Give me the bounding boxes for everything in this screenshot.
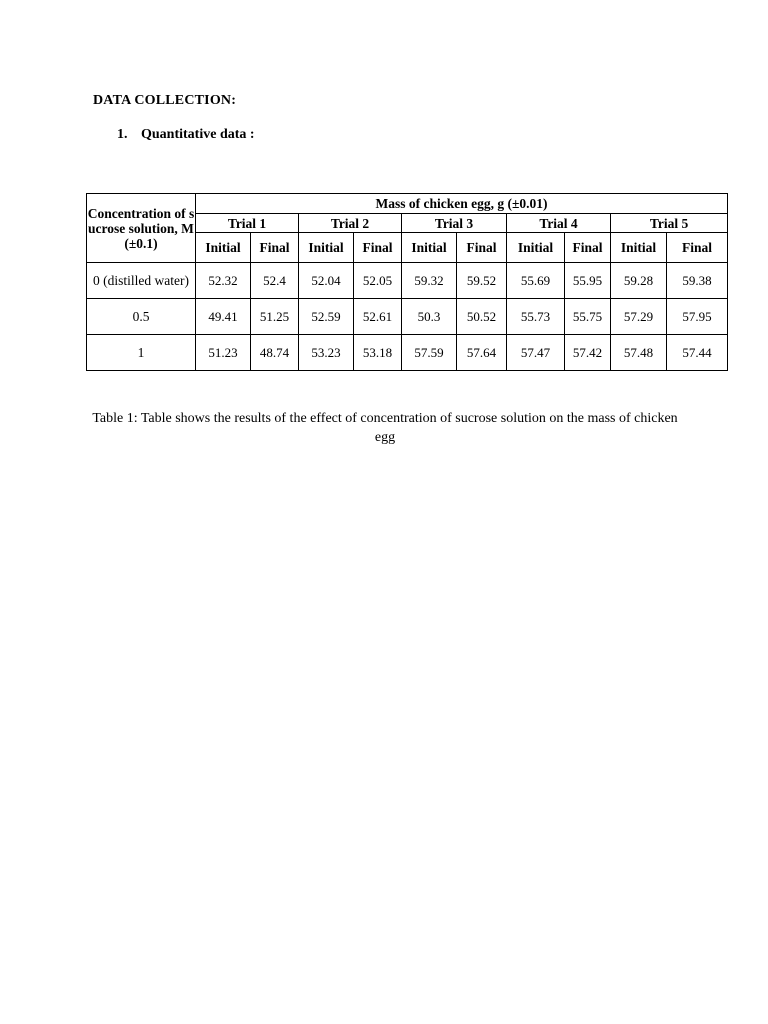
mass-cell: 59.52 (457, 263, 507, 299)
initial-header: Initial (196, 233, 251, 263)
mass-cell: 57.29 (611, 299, 667, 335)
mass-cell: 55.69 (507, 263, 565, 299)
mass-group-header: Mass of chicken egg, g (±0.01) (196, 194, 728, 214)
initial-header: Initial (507, 233, 565, 263)
trial-header: Trial 1 (196, 214, 299, 233)
final-header: Final (251, 233, 299, 263)
mass-cell: 51.25 (251, 299, 299, 335)
trial-header: Trial 5 (611, 214, 728, 233)
section-heading: DATA COLLECTION: (93, 93, 237, 108)
mass-cell: 55.75 (565, 299, 611, 335)
table-caption: Table 1: Table shows the results of the effect of concentration of sucrose solution on the mass of chicken egg (92, 411, 678, 445)
mass-cell: 52.04 (299, 263, 354, 299)
mass-cell: 52.32 (196, 263, 251, 299)
mass-cell: 59.32 (402, 263, 457, 299)
concentration-cell: 1 (87, 335, 196, 371)
mass-cell: 49.41 (196, 299, 251, 335)
mass-cell: 50.52 (457, 299, 507, 335)
mass-cell: 57.59 (402, 335, 457, 371)
mass-cell: 53.18 (354, 335, 402, 371)
trial-header: Trial 4 (507, 214, 611, 233)
mass-cell: 52.59 (299, 299, 354, 335)
mass-cell: 57.42 (565, 335, 611, 371)
table-row (87, 299, 728, 335)
mass-cell: 50.3 (402, 299, 457, 335)
table-row (87, 263, 728, 299)
initial-header: Initial (402, 233, 457, 263)
mass-cell: 55.95 (565, 263, 611, 299)
trial-header: Trial 2 (299, 214, 402, 233)
final-header: Final (457, 233, 507, 263)
subsection-heading (117, 127, 255, 143)
mass-cell: 53.23 (299, 335, 354, 371)
subsection-title: Quantitative data : (141, 127, 255, 142)
table-row (87, 335, 728, 371)
trial-header: Trial 3 (402, 214, 507, 233)
concentration-cell: 0.5 (87, 299, 196, 335)
mass-cell: 57.95 (667, 299, 728, 335)
mass-cell: 51.23 (196, 335, 251, 371)
final-header: Final (667, 233, 728, 263)
initial-header: Initial (299, 233, 354, 263)
mass-cell: 52.4 (251, 263, 299, 299)
mass-cell: 59.38 (667, 263, 728, 299)
mass-cell: 52.05 (354, 263, 402, 299)
final-header: Final (354, 233, 402, 263)
concentration-header: Concentration of sucrose solution, M (±0.1) (87, 194, 196, 263)
mass-cell: 59.28 (611, 263, 667, 299)
mass-cell: 55.73 (507, 299, 565, 335)
mass-cell: 57.44 (667, 335, 728, 371)
mass-cell: 57.64 (457, 335, 507, 371)
mass-cell: 57.48 (611, 335, 667, 371)
final-header: Final (565, 233, 611, 263)
results-table (86, 193, 728, 371)
mass-cell: 52.61 (354, 299, 402, 335)
mass-cell: 48.74 (251, 335, 299, 371)
subsection-number: 1. (117, 127, 128, 142)
initial-header: Initial (611, 233, 667, 263)
mass-cell: 57.47 (507, 335, 565, 371)
concentration-cell: 0 (distilled water) (87, 263, 196, 299)
